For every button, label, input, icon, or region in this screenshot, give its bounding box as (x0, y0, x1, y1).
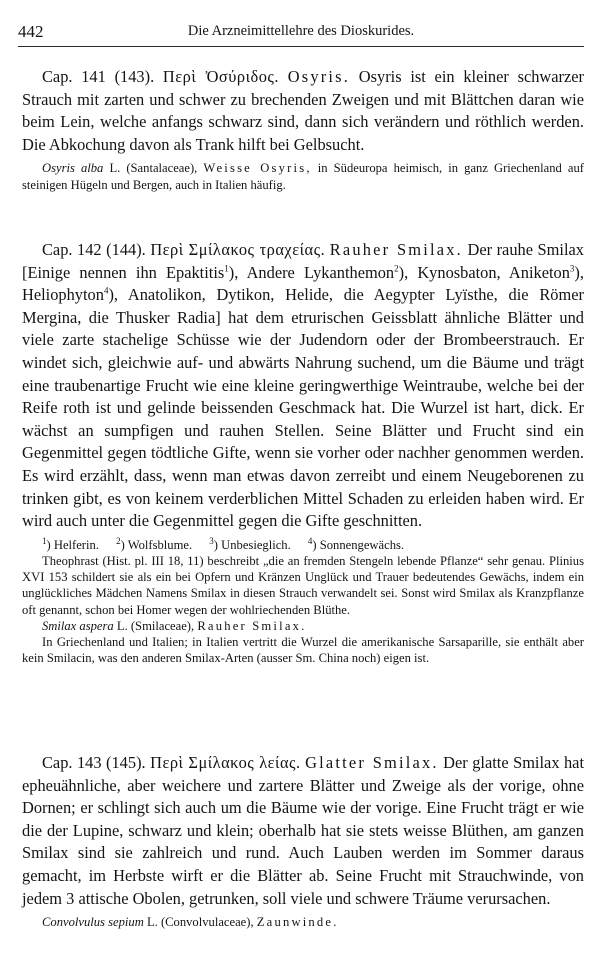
body-segment: ), Kynosbaton, Aniketon (398, 262, 570, 282)
common-name: Zaunwinde. (256, 915, 339, 930)
species-author: L. (Santalaceae), (109, 161, 198, 176)
footnote-text: Sonnengewächs. (319, 537, 405, 552)
chapter-141-text (22, 66, 584, 156)
species-name: Convolvulus sepium (42, 915, 144, 930)
footnote-mark: 3 (209, 535, 214, 546)
species-name: Smilax aspera (42, 618, 114, 633)
running-title: Die Arzneimittellehre des Dioskurides. (187, 23, 415, 39)
chapter-142-text (22, 239, 584, 533)
common-name: Weisse Osyris, (203, 161, 312, 176)
chapter-143-botanical-note (22, 914, 584, 930)
footnote-3: $^3$) Unbesieglich. (209, 535, 291, 552)
chapter-142-theophrast-note: Theophrast (Hist. pl. III 18, 11) beschreibt „die an fremden Stengeln lebende Pflanze“ sehr genau. Plinius XVI 153 schildert sie als ein bei Opfern und Kränzen Unglück und Trauer bedeutendes Gewächs, indem ein unglückliches Mädchen Namens Smilax in diesen Strauch verwandelt sei. Sonst wird Smilax als Kranzpflanze oft genannt, schon bei Homer wegen der wohlriechenden Blüthe. (22, 553, 584, 617)
body-segment: ), Heliophyton (22, 262, 584, 305)
footnote-mark: 4 (307, 535, 313, 546)
chapter-143-text (22, 752, 584, 910)
footnotes (22, 537, 584, 553)
chapter-141 (22, 66, 584, 193)
chapter-142-greek-title: Περὶ Σμίλακος τραχείας. (150, 240, 326, 259)
footnote-2: $^2$) Wolfsblume. (116, 535, 193, 552)
footnote-1: $^1$) Helferin. (42, 535, 99, 552)
footnote-mark: 1 (42, 535, 47, 546)
footnote-text: Helferin. (53, 537, 99, 552)
note-text: in Südeuropa heimisch, in ganz Griechenland auf steinigen Hügeln und Bergen, auch in Italien häufig. (22, 161, 584, 192)
chapter-142-heading: Cap. 142 (144). (42, 240, 146, 259)
footnote-ref: 2 (394, 263, 399, 274)
footnote-text: Wolfsblume. (127, 537, 193, 552)
chapter-143-body: Der glatte Smilax hat epheuähnliche, aber weichere und zartere Blätter und Zweige als der vorige, ohne Dornen; er schlingt sich auch um die Bäume wie der vorige. Eine Frucht trägt er wie die der Lupine, schwarz und klein; oberhalb hat sie stets weisse Blüthen, am ganzen Smilax sind sie zahlreich und rund. Auch Lauben werden im Sommer daraus gemacht, im Herbste wirft er die Blätter ab. Seine Frucht mit Strauchwinde, von jedem 3 attische Obolen, getrunken, soll viele und schwere Träume verursachen. (22, 753, 585, 908)
chapter-141-heading: Cap. 141 (143). (42, 67, 155, 86)
chapter-142-distribution-note: In Griechenland und Italien; in Italien vertritt die Wurzel die amerikanische Sarsaparille, sie enthält aber kein Smilacin, was den anderen Smilax-Arten (ausser Sm. China noch) eigen ist. (22, 634, 584, 666)
chapter-143-heading: Cap. 143 (145). (42, 753, 146, 772)
page-number: 442 (18, 22, 44, 41)
chapter-141-botanical-note (22, 160, 584, 192)
footnote-ref: 1 (224, 263, 229, 274)
body-segment: Der rauhe Smilax [Einige nennen ihn Epaktitis (22, 240, 584, 282)
chapter-141-greek-title: Περὶ Ὀσύριδος. (162, 67, 279, 86)
chapter-141-body: Osyris ist ein kleiner schwarzer Strauch mit zarten und schwer zu brechenden Zweigen und mit Blättchen daran wie beim Lein, welche anfangs schwarz sind, dann sich verändern und röthlich werden. Die Abkochung davon als Trank hilft bei Gelbsucht. (22, 67, 584, 154)
chapter-143-name: Glatter Smilax. (305, 753, 439, 772)
footnote-ref: 3 (569, 263, 575, 274)
footnote-ref: 4 (103, 285, 109, 296)
chapter-142-botanical-note (22, 618, 584, 634)
species-author: L. (Smilaceae), (116, 618, 195, 633)
chapter-142-name: Rauher Smilax. (329, 240, 463, 259)
species-name: Osyris alba (42, 161, 104, 176)
common-name: Rauher Smilax. (197, 618, 307, 633)
body-segment: ), Andere Lykanthemon (228, 262, 395, 282)
footnote-mark: 2 (116, 535, 121, 546)
footnote-4: $^4$) Sonnengewächs. (307, 535, 405, 552)
chapter-141-name: Osyris. (287, 67, 351, 86)
page-header (18, 20, 584, 47)
body-segment: ), Anatolikon, Dytikon, Helide, die Aegypter Lyïsthe, die Römer Mergina, die Thusker Radia] hat dem etrurischen Geissblatt ähnliche Blätter und viele zarte stachelige Schüsse wie der Judendorn oder der Brombeerstrauch. Er windet sich, gleichwie auf- und abwärts Nahrung suchend, um die Bäume und trägt eine traubenartige Frucht wie eine kleine geringwerthige Weintraube, welche bei der Reife roth ist und gelinde beissenden Geschmack hat. Die Wurzel ist hart, dick. Er wächst an sumpfigen und rauhen Stellen. Seine Blätter und Frucht sind ein Gegenmittel gegen tödtliche Gifte, wenn sie vorher oder nachher genommen werden. Es wird erzählt, dass, wenn man etwas davon zerreibt und einem Neugeborenen zu trinken gibt, es von keinem verderblichen Mittel Schaden zu erleiden haben wird. Er wird auch unter die Gegenmittel gegen die Gifte geschnitten. (22, 285, 584, 531)
chapter-142 (22, 239, 584, 666)
footnote-text: Unbesieglich. (221, 537, 291, 552)
chapter-143-greek-title: Περὶ Σμίλακος λείας. (150, 753, 301, 772)
chapter-143 (22, 752, 584, 930)
species-author: L. (Convolvulaceae), (146, 915, 254, 930)
